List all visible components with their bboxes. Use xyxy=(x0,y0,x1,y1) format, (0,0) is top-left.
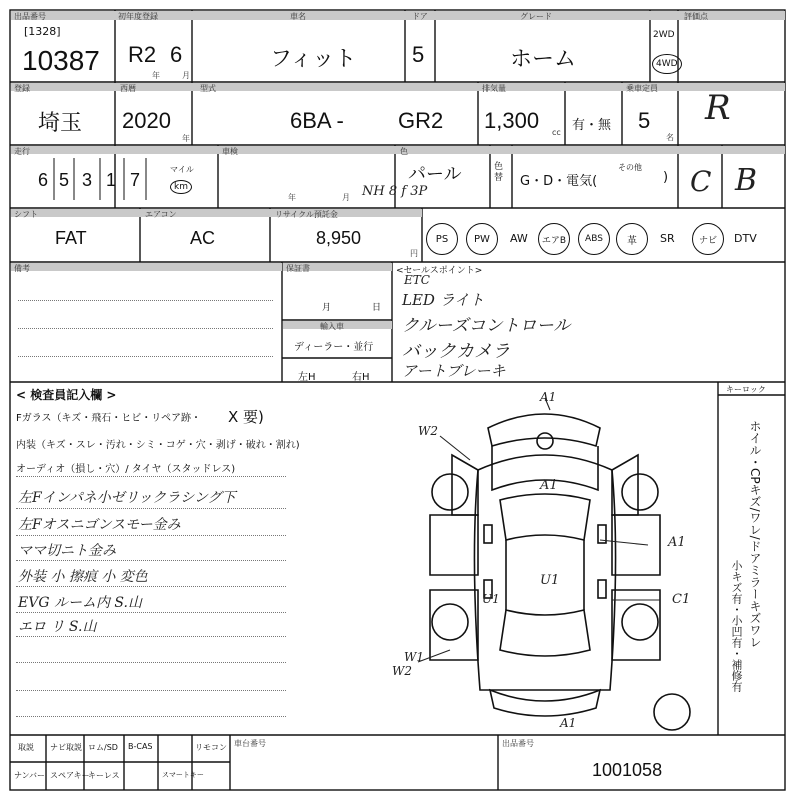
color: パール xyxy=(408,164,462,184)
grade: ホーム xyxy=(510,46,577,71)
equipment-leather: 革 xyxy=(616,223,648,255)
km-unit: km xyxy=(170,180,192,194)
recycle-fee: 8,950 xyxy=(316,228,362,248)
interior-line: 内装（キズ・スレ・汚れ・シミ・コゲ・穴・剥げ・破れ・割れ) xyxy=(16,440,300,451)
western-label: 西暦 xyxy=(120,84,136,93)
drive-4wd: 4WD xyxy=(652,54,682,74)
fuel-other: その他 xyxy=(618,163,642,172)
footer-item: リモコン xyxy=(195,743,227,752)
western-unit: 年 xyxy=(182,134,190,143)
inspection-year-unit: 年 xyxy=(288,193,296,202)
western-year: 2020 xyxy=(122,108,171,133)
equipment-pw: PW xyxy=(466,223,498,255)
year-unit: 年 xyxy=(152,71,160,80)
footer-item: ナンバー xyxy=(14,771,46,780)
equipment-sr: SR xyxy=(660,232,675,245)
inspector-note: 外装 小 擦痕 小 変色 xyxy=(18,569,148,585)
damage-mark: C1 xyxy=(672,592,691,607)
ac: AC xyxy=(190,228,216,248)
right-notes-2: 小キズ有・小凹有・補修有 xyxy=(730,560,743,692)
fuel: G・D・電気( xyxy=(520,174,598,189)
footer-item: ロム/SD xyxy=(88,743,118,752)
exhibit-number: 10387 xyxy=(22,45,100,76)
right-hand: 右H xyxy=(352,372,370,383)
inspector-note: ママ切ニト金み xyxy=(18,543,116,559)
equipment-abs: ABS xyxy=(578,223,610,255)
transmission: FAT xyxy=(55,228,87,248)
dealer-parallel: ディーラー・並行 xyxy=(294,342,374,353)
sales-point: ETC xyxy=(404,273,430,287)
model-prefix: 6BA - xyxy=(290,108,344,133)
sales-point: クルーズコントロール xyxy=(402,316,571,336)
damage-mark: U1 xyxy=(482,592,500,606)
car-name-label: 車名 xyxy=(290,12,306,21)
mileage-digit: 1 xyxy=(106,170,117,190)
history-label: 備考 xyxy=(14,264,30,273)
equipment-dtv: DTV xyxy=(734,232,757,245)
equipment-airbag: エアB xyxy=(538,223,570,255)
damage-mark: W1 xyxy=(404,650,424,664)
inspector-note: EVG ルーム内 S.山 xyxy=(18,595,142,611)
footer-item: キーレス xyxy=(88,771,120,780)
era: R2 xyxy=(128,42,157,67)
mileage-digit: 3 xyxy=(82,170,93,190)
fuel-close: ) xyxy=(663,170,669,185)
auction-number: 1001058 xyxy=(592,760,663,780)
footer-item: B-CAS xyxy=(128,742,153,751)
recycle-label: リサイクル預託金 xyxy=(275,210,338,219)
car-name: フィット xyxy=(270,46,357,71)
inspection-label: 車検 xyxy=(222,147,238,156)
inspection-month-unit: 月 xyxy=(342,193,350,202)
sales-point: アートブレーキ xyxy=(402,362,506,380)
damage-mark: A1 xyxy=(540,478,558,493)
interior-grade: C xyxy=(690,165,712,198)
displacement: 1,300 xyxy=(484,108,540,133)
capacity: 5 xyxy=(638,108,651,133)
exists-label: 有・無 xyxy=(572,118,612,133)
equipment-navi: ナビ xyxy=(692,223,724,255)
left-hand: 左H xyxy=(298,372,316,383)
capacity-unit: 名 xyxy=(666,133,674,142)
footer-item: 取説 xyxy=(18,743,34,752)
eval-score: R xyxy=(705,88,731,128)
footer-item: スペアキー xyxy=(50,771,90,780)
footer-item: スマートキー xyxy=(162,771,204,779)
grade-label: グレード xyxy=(520,12,552,21)
exhibit-label: 出品番号 xyxy=(14,12,46,21)
eval-label: 評価点 xyxy=(684,12,708,21)
transmission-label: シフト xyxy=(14,210,38,219)
doors: 5 xyxy=(412,42,425,67)
color-label: 色 xyxy=(400,147,408,156)
color-code: NH 8 f 3P xyxy=(362,184,428,199)
damage-mark: W2 xyxy=(418,424,438,438)
warranty-label: 保証書 xyxy=(286,264,310,273)
chassis-label: 車台番号 xyxy=(234,739,266,748)
auction-label: 出品番号 xyxy=(502,739,534,748)
model-label: 型式 xyxy=(200,84,216,93)
warranty-month: 月 xyxy=(322,303,332,313)
mileage-label: 走行 xyxy=(14,147,30,156)
inspector-title: < 検査員記入欄 > xyxy=(16,388,117,402)
yen-unit: 円 xyxy=(410,249,418,258)
damage-mark: W2 xyxy=(392,664,412,678)
ac-label: エアコン xyxy=(145,210,177,219)
damage-mark: A1 xyxy=(540,390,557,404)
mileage-digit: 6 xyxy=(38,170,49,190)
drive-2wd: 2WD xyxy=(653,30,675,40)
doors-label: ドア xyxy=(412,12,428,21)
sales-point: LED ライト xyxy=(402,291,485,309)
sales-points-label: <セールスポイント> xyxy=(396,266,483,276)
damage-mark: A1 xyxy=(668,535,686,550)
month: 6 xyxy=(170,42,183,67)
mile-unit: マイル xyxy=(170,165,194,174)
mileage-digit: 7 xyxy=(130,170,141,190)
first-reg-label: 初年度登録 xyxy=(118,12,158,21)
capacity-label: 乗車定員 xyxy=(626,84,658,93)
mileage-digit: 5 xyxy=(59,170,70,190)
cc-unit: cc xyxy=(552,128,561,137)
month-unit: 月 xyxy=(182,71,190,80)
right-notes: ホイル・CPキズ/ワレ/ドアミラーキズワレ xyxy=(748,420,762,648)
color-change-label: 色替 xyxy=(494,162,504,183)
inspector-note: エロ リ S.山 xyxy=(18,619,97,635)
exterior-grade: B xyxy=(735,163,758,198)
import-label: 輸入車 xyxy=(320,322,344,331)
inspector-note: 左Fオスニゴンスモー金み xyxy=(18,517,181,533)
footer-item: ナビ取説 xyxy=(50,743,82,752)
damage-mark: A1 xyxy=(560,716,577,730)
displacement-label: 排気量 xyxy=(482,84,506,93)
model: GR2 xyxy=(398,108,444,133)
glass-line: Fガラス（キズ・飛石・ヒビ・リペア跡・ xyxy=(16,413,202,424)
region: 埼玉 xyxy=(38,110,83,135)
inspector-note: 左Fインパネ小ゼリックラシング下 xyxy=(18,490,236,506)
keylock-label: キーロック xyxy=(726,385,766,394)
equipment-ps: PS xyxy=(426,223,458,255)
warranty-day: 日 xyxy=(372,303,382,313)
damage-mark: U1 xyxy=(540,573,560,588)
sales-point: バックカメラ xyxy=(402,341,510,362)
exhibit-code: [1328] xyxy=(24,25,61,38)
glass-mark: X 要) xyxy=(228,408,264,426)
audio-line: オーディオ（損し・穴）/ タイヤ（スタッドレス) xyxy=(16,464,236,475)
region-label: 登録 xyxy=(14,84,30,93)
equipment-aw: AW xyxy=(510,232,528,245)
